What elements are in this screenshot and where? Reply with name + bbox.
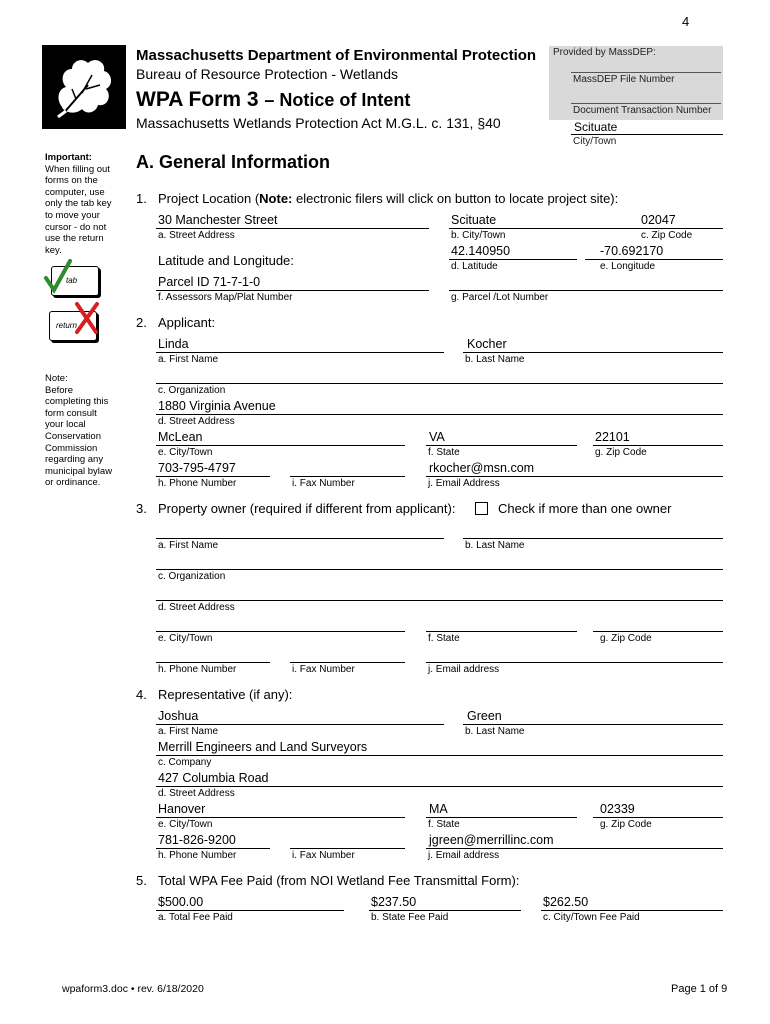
q3-email-label: j. Email address	[428, 664, 500, 675]
agency-name: Massachusetts Department of Environmental Protection	[136, 47, 537, 64]
q1-city-line	[449, 228, 723, 229]
q4-city-line	[156, 817, 405, 818]
q3-last-label: b. Last Name	[465, 540, 525, 551]
q5-state-fee-label: b. State Fee Paid	[371, 912, 449, 923]
q2-street-value[interactable]: 1880 Virginia Avenue	[158, 399, 276, 413]
q4-city-label: e. City/Town	[158, 819, 213, 830]
important-line: to move your	[45, 209, 100, 221]
oak-leaf-logo	[42, 45, 126, 129]
q5-city-fee-value[interactable]: $262.50	[543, 895, 589, 909]
q4-phone-value[interactable]: 781-826-9200	[158, 833, 236, 847]
q1-zip-label: c. Zip Code	[641, 230, 693, 241]
q3-state-label: f. State	[428, 633, 460, 644]
q3-city-label: e. City/Town	[158, 633, 213, 644]
q5-state-fee-line	[369, 910, 521, 911]
multiple-owner-label: Check if more than one owner	[498, 501, 672, 516]
q4-last-label: b. Last Name	[465, 726, 525, 737]
q4-first-label: a. First Name	[158, 726, 219, 737]
green-checkmark-icon	[43, 258, 73, 294]
q2-phone-value[interactable]: 703-795-4797	[158, 461, 236, 475]
q2-zip-line	[593, 445, 723, 446]
q1-latitude-value[interactable]: 42.140950	[451, 244, 511, 258]
q1-street-label: a. Street Address	[158, 230, 235, 241]
q3-street-line[interactable]	[156, 600, 723, 601]
q4-number: 4.	[136, 687, 147, 702]
important-line: only the tab key	[45, 198, 112, 210]
section-a-title: A. General Information	[136, 152, 331, 172]
multiple-owner-checkbox[interactable]	[475, 502, 488, 515]
q5-total-label: a. Total Fee Paid	[158, 912, 233, 923]
q4-zip-label: g. Zip Code	[600, 819, 652, 830]
q4-state-label: f. State	[428, 819, 460, 830]
q1-prompt	[158, 191, 618, 206]
q2-last-label: b. Last Name	[465, 354, 525, 365]
file-number-label: MassDEP File Number	[573, 74, 675, 85]
q4-zip-value[interactable]: 02339	[600, 802, 635, 816]
q2-fax-line[interactable]	[290, 476, 405, 477]
footer-page-number: Page 1 of 9	[671, 983, 728, 995]
form-title	[136, 88, 410, 112]
q2-first-label: a. First Name	[158, 354, 219, 365]
q4-street-value[interactable]: 427 Columbia Road	[158, 771, 269, 785]
dep-city-label: City/Town	[573, 136, 617, 147]
q2-phone-label: h. Phone Number	[158, 478, 237, 489]
q2-street-label: d. Street Address	[158, 416, 235, 427]
q1-parcel-line[interactable]	[449, 290, 723, 291]
q1-prompt-pre: Project Location (	[158, 191, 260, 206]
q4-phone-line	[156, 848, 270, 849]
important-line: computer, use	[45, 186, 105, 198]
q3-phone-line[interactable]	[156, 662, 270, 663]
q2-fax-label: i. Fax Number	[292, 478, 355, 489]
q1-map-value[interactable]: Parcel ID 71-7-1-0	[158, 275, 261, 289]
q5-number: 5.	[136, 873, 147, 888]
note-line: Conservation	[45, 430, 101, 442]
q2-number: 2.	[136, 315, 147, 330]
q4-first-line	[156, 724, 444, 725]
tab-key-label: tab	[66, 276, 78, 285]
q4-street-line	[156, 786, 723, 787]
q2-org-label: c. Organization	[158, 385, 226, 396]
important-title: Important:	[45, 152, 92, 163]
note-line: municipal bylaw	[45, 465, 113, 477]
q1-parcel-label: g. Parcel /Lot Number	[451, 292, 549, 303]
q1-street-line	[156, 228, 429, 229]
q1-city-value[interactable]: Scituate	[451, 213, 497, 227]
q2-last-value[interactable]: Kocher	[467, 337, 507, 351]
q4-state-line	[426, 817, 577, 818]
note-line: form consult	[45, 407, 97, 419]
q4-city-value[interactable]: Hanover	[158, 802, 206, 816]
provided-by-label: Provided by MassDEP:	[553, 47, 656, 58]
important-note	[45, 152, 117, 256]
q3-state-line[interactable]	[426, 631, 577, 632]
top-page-number: 4	[682, 14, 690, 29]
important-line: use the return	[45, 233, 104, 245]
q3-org-label: c. Organization	[158, 571, 226, 582]
q2-city-label: e. City/Town	[158, 447, 213, 458]
q1-city-label: b. City/Town	[451, 230, 506, 241]
q2-first-line	[156, 352, 444, 353]
q5-prompt: Total WPA Fee Paid (from NOI Wetland Fee Transmittal Form):	[158, 873, 520, 888]
q3-number: 3.	[136, 501, 147, 516]
q3-zip-line[interactable]	[593, 631, 723, 632]
q1-map-label: f. Assessors Map/Plat Number	[158, 292, 293, 303]
q4-email-label: j. Email address	[428, 850, 500, 861]
q5-total-line	[156, 910, 344, 911]
note-line: your local	[45, 419, 86, 431]
act-citation: Massachusetts Wetlands Protection Act M.G.L. c. 131, §40	[136, 115, 501, 131]
q4-zip-line	[593, 817, 723, 818]
q5-city-fee-label: c. City/Town Fee Paid	[543, 912, 640, 923]
q3-first-label: a. First Name	[158, 540, 219, 551]
q5-total-value[interactable]: $500.00	[158, 895, 204, 909]
q2-prompt: Applicant:	[158, 315, 216, 330]
q2-zip-value[interactable]: 22101	[595, 430, 630, 444]
q4-company-value[interactable]: Merrill Engineers and Land Surveyors	[158, 740, 368, 754]
q1-prompt-post: electronic filers will click on button to locate project site):	[292, 191, 619, 206]
q1-latitude-label: d. Latitude	[451, 261, 498, 272]
q3-org-line[interactable]	[156, 569, 723, 570]
q2-phone-line	[156, 476, 270, 477]
q4-email-value[interactable]: jgreen@merrillinc.com	[429, 833, 554, 847]
q3-zip-label: g. Zip Code	[600, 633, 652, 644]
q1-street-value[interactable]: 30 Manchester Street	[158, 213, 278, 227]
q2-city-line	[156, 445, 405, 446]
q5-state-fee-value[interactable]: $237.50	[371, 895, 417, 909]
q3-fax-label: i. Fax Number	[292, 664, 355, 675]
q3-phone-label: h. Phone Number	[158, 664, 237, 675]
q2-city-value[interactable]: McLean	[158, 430, 203, 444]
q4-company-line	[156, 755, 723, 756]
q2-email-value[interactable]: rkocher@msn.com	[429, 461, 535, 475]
q3-first-line[interactable]	[156, 538, 444, 539]
q4-first-value[interactable]: Joshua	[158, 709, 199, 723]
important-line: When filling out	[45, 163, 110, 175]
important-line: cursor - do not	[45, 221, 107, 233]
q2-state-value[interactable]: VA	[429, 430, 445, 444]
q2-state-label: f. State	[428, 447, 460, 458]
q2-zip-label: g. Zip Code	[595, 447, 647, 458]
q4-last-line	[463, 724, 723, 725]
important-line: forms on the	[45, 175, 98, 187]
dep-city-line	[571, 134, 723, 135]
note-line: Note:	[45, 373, 68, 384]
note-line: regarding any	[45, 454, 104, 466]
file-number-line[interactable]	[571, 72, 721, 73]
q4-state-value[interactable]: MA	[429, 802, 448, 816]
return-key-label: return	[56, 321, 77, 330]
q1-latlong-label: Latitude and Longitude:	[158, 253, 294, 268]
q4-fax-label: i. Fax Number	[292, 850, 355, 861]
q4-email-line	[426, 848, 723, 849]
q1-map-line	[156, 290, 429, 291]
q3-street-label: d. Street Address	[158, 602, 235, 613]
q4-street-label: d. Street Address	[158, 788, 235, 799]
q3-city-line[interactable]	[156, 631, 405, 632]
q3-fax-line[interactable]	[290, 662, 405, 663]
q4-prompt: Representative (if any):	[158, 687, 293, 702]
q1-prompt-note: Note:	[259, 191, 293, 206]
q2-street-line	[156, 414, 723, 415]
consult-note	[45, 373, 117, 489]
q5-city-fee-line	[541, 910, 723, 911]
q1-longitude-value[interactable]: -70.692170	[600, 244, 664, 258]
important-line: key.	[45, 244, 62, 256]
q2-email-line	[426, 476, 723, 477]
q1-longitude-label: e. Longitude	[600, 261, 656, 272]
q3-last-line[interactable]	[463, 538, 723, 539]
q1-longitude-line	[585, 259, 723, 260]
q4-last-value[interactable]: Green	[467, 709, 502, 723]
red-x-icon	[72, 300, 102, 336]
q1-latitude-line	[449, 259, 577, 260]
q2-org-line[interactable]	[156, 383, 723, 384]
q4-fax-line[interactable]	[290, 848, 405, 849]
footer-doc-revision: wpaform3.doc • rev. 6/18/2020	[62, 983, 204, 995]
q1-zip-value[interactable]: 02047	[641, 213, 676, 227]
q4-phone-label: h. Phone Number	[158, 850, 237, 861]
q3-email-line[interactable]	[426, 662, 723, 663]
transaction-number-label: Document Transaction Number	[573, 105, 712, 116]
q2-state-line	[426, 445, 577, 446]
q2-email-label: j. Email Address	[428, 478, 500, 489]
q1-number: 1.	[136, 191, 147, 206]
note-line: completing this	[45, 396, 109, 408]
q3-prompt: Property owner (required if different from applicant):	[158, 501, 456, 516]
note-line: or ordinance.	[45, 477, 101, 489]
note-line: Before	[45, 384, 73, 396]
note-line: Commission	[45, 442, 98, 454]
q2-last-line	[463, 352, 723, 353]
form-title-subtitle: – Notice of Intent	[264, 90, 411, 110]
bureau-name: Bureau of Resource Protection - Wetlands	[136, 66, 398, 82]
dep-city-value[interactable]: Scituate	[574, 120, 618, 134]
q2-first-value[interactable]: Linda	[158, 337, 189, 351]
transaction-number-line[interactable]	[571, 103, 721, 104]
form-title-main: WPA Form 3	[136, 88, 259, 111]
q4-company-label: c. Company	[158, 757, 212, 768]
